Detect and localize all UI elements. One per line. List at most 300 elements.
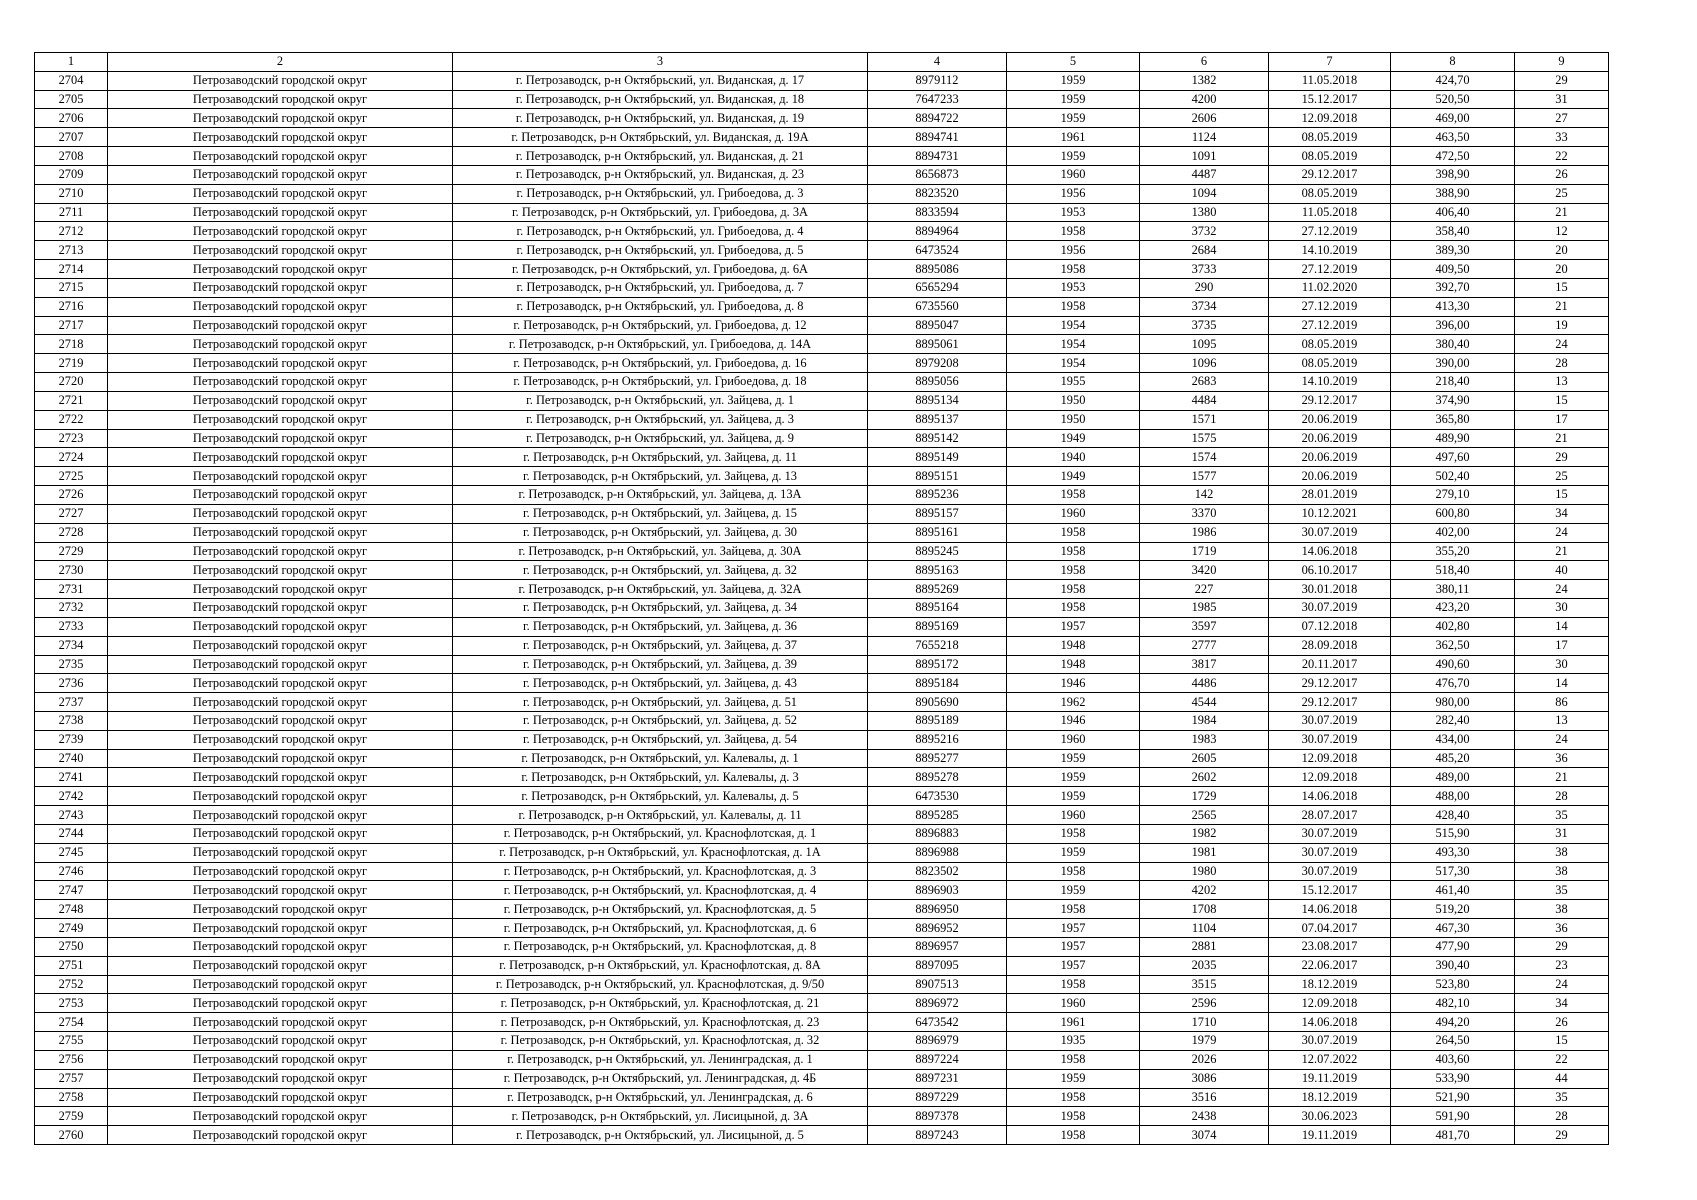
municipality-cell: Петрозаводский городской округ (108, 297, 453, 316)
date-cell: 06.10.2017 (1269, 561, 1391, 580)
document-number-cell: 3074 (1140, 1126, 1269, 1145)
address-cell: г. Петрозаводск, р-н Октябрьский, ул. Краснофлотская, д. 9/50 (453, 975, 868, 994)
year-cell: 1962 (1007, 693, 1140, 712)
year-cell: 1959 (1007, 787, 1140, 806)
row-number-cell: 2752 (35, 975, 108, 994)
municipality-cell: Петрозаводский городской округ (108, 768, 453, 787)
code-cell: 8895216 (868, 730, 1007, 749)
count-cell: 44 (1515, 1069, 1609, 1088)
document-number-cell: 227 (1140, 580, 1269, 599)
code-cell: 6473542 (868, 1013, 1007, 1032)
code-cell: 8896972 (868, 994, 1007, 1013)
column-number-header: 6 (1140, 53, 1269, 72)
row-number-cell: 2747 (35, 881, 108, 900)
address-cell: г. Петрозаводск, р-н Октябрьский, ул. Зайцева, д. 34 (453, 599, 868, 618)
address-cell: г. Петрозаводск, р-н Октябрьский, ул. Зайцева, д. 30А (453, 542, 868, 561)
year-cell: 1958 (1007, 824, 1140, 843)
date-cell: 07.12.2018 (1269, 617, 1391, 636)
municipality-cell: Петрозаводский городской округ (108, 599, 453, 618)
date-cell: 27.12.2019 (1269, 297, 1391, 316)
area-cell: 467,30 (1391, 919, 1515, 938)
count-cell: 14 (1515, 674, 1609, 693)
year-cell: 1958 (1007, 900, 1140, 919)
document-number-cell: 1577 (1140, 467, 1269, 486)
address-cell: г. Петрозаводск, р-н Октябрьский, ул. Виданская, д. 21 (453, 147, 868, 166)
area-cell: 600,80 (1391, 504, 1515, 523)
area-cell: 403,60 (1391, 1050, 1515, 1069)
count-cell: 33 (1515, 128, 1609, 147)
year-cell: 1959 (1007, 749, 1140, 768)
code-cell: 7655218 (868, 636, 1007, 655)
row-number-cell: 2719 (35, 354, 108, 373)
table-row (35, 391, 1609, 410)
row-number-cell: 2704 (35, 71, 108, 90)
municipality-cell: Петрозаводский городской округ (108, 655, 453, 674)
count-cell: 35 (1515, 881, 1609, 900)
count-cell: 22 (1515, 147, 1609, 166)
year-cell: 1959 (1007, 881, 1140, 900)
year-cell: 1954 (1007, 354, 1140, 373)
date-cell: 11.05.2018 (1269, 203, 1391, 222)
area-cell: 485,20 (1391, 749, 1515, 768)
table-row (35, 71, 1609, 90)
document-number-cell: 1575 (1140, 429, 1269, 448)
code-cell: 8833594 (868, 203, 1007, 222)
address-cell: г. Петрозаводск, р-н Октябрьский, ул. Краснофлотская, д. 21 (453, 994, 868, 1013)
address-cell: г. Петрозаводск, р-н Октябрьский, ул. Краснофлотская, д. 8А (453, 956, 868, 975)
municipality-cell: Петрозаводский городской округ (108, 862, 453, 881)
document-number-cell: 2565 (1140, 806, 1269, 825)
row-number-cell: 2705 (35, 90, 108, 109)
table-row (35, 486, 1609, 505)
address-cell: г. Петрозаводск, р-н Октябрьский, ул. Лисицыной, д. 5 (453, 1126, 868, 1145)
date-cell: 29.12.2017 (1269, 693, 1391, 712)
address-cell: г. Петрозаводск, р-н Октябрьский, ул. Зайцева, д. 39 (453, 655, 868, 674)
code-cell: 8895151 (868, 467, 1007, 486)
year-cell: 1957 (1007, 956, 1140, 975)
document-number-cell: 1719 (1140, 542, 1269, 561)
year-cell: 1954 (1007, 335, 1140, 354)
code-cell: 8897229 (868, 1088, 1007, 1107)
municipality-cell: Петрозаводский городской округ (108, 919, 453, 938)
table-row (35, 580, 1609, 599)
municipality-cell: Петрозаводский городской округ (108, 260, 453, 279)
code-cell: 8895236 (868, 486, 1007, 505)
table-row (35, 599, 1609, 618)
table-row (35, 467, 1609, 486)
code-cell: 8897231 (868, 1069, 1007, 1088)
year-cell: 1953 (1007, 278, 1140, 297)
municipality-cell: Петрозаводский городской округ (108, 184, 453, 203)
municipality-cell: Петрозаводский городской округ (108, 448, 453, 467)
table-row (35, 994, 1609, 1013)
area-cell: 409,50 (1391, 260, 1515, 279)
document-number-cell: 1091 (1140, 147, 1269, 166)
table-row (35, 1126, 1609, 1145)
count-cell: 17 (1515, 636, 1609, 655)
code-cell: 6473524 (868, 241, 1007, 260)
area-cell: 497,60 (1391, 448, 1515, 467)
code-cell: 8897224 (868, 1050, 1007, 1069)
count-cell: 24 (1515, 730, 1609, 749)
municipality-cell: Петрозаводский городской округ (108, 486, 453, 505)
code-cell: 8895157 (868, 504, 1007, 523)
area-cell: 591,90 (1391, 1107, 1515, 1126)
date-cell: 15.12.2017 (1269, 90, 1391, 109)
count-cell: 24 (1515, 580, 1609, 599)
code-cell: 8896957 (868, 937, 1007, 956)
municipality-cell: Петрозаводский городской округ (108, 824, 453, 843)
address-cell: г. Петрозаводск, р-н Октябрьский, ул. Калевалы, д. 1 (453, 749, 868, 768)
document-number-cell: 1104 (1140, 919, 1269, 938)
year-cell: 1949 (1007, 467, 1140, 486)
code-cell: 8895184 (868, 674, 1007, 693)
area-cell: 502,40 (1391, 467, 1515, 486)
area-cell: 396,00 (1391, 316, 1515, 335)
row-number-cell: 2754 (35, 1013, 108, 1032)
area-cell: 365,80 (1391, 410, 1515, 429)
area-cell: 264,50 (1391, 1032, 1515, 1051)
row-number-cell: 2728 (35, 523, 108, 542)
document-number-cell: 2035 (1140, 956, 1269, 975)
document-number-cell: 3086 (1140, 1069, 1269, 1088)
address-cell: г. Петрозаводск, р-н Октябрьский, ул. Виданская, д. 17 (453, 71, 868, 90)
count-cell: 34 (1515, 994, 1609, 1013)
table-row (35, 128, 1609, 147)
row-number-cell: 2712 (35, 222, 108, 241)
document-number-cell: 1980 (1140, 862, 1269, 881)
year-cell: 1948 (1007, 636, 1140, 655)
row-number-cell: 2723 (35, 429, 108, 448)
count-cell: 14 (1515, 617, 1609, 636)
municipality-cell: Петрозаводский городской округ (108, 147, 453, 166)
date-cell: 22.06.2017 (1269, 956, 1391, 975)
document-number-cell: 1096 (1140, 354, 1269, 373)
document-number-cell: 1708 (1140, 900, 1269, 919)
code-cell: 8895149 (868, 448, 1007, 467)
row-number-cell: 2757 (35, 1069, 108, 1088)
row-number-cell: 2722 (35, 410, 108, 429)
area-cell: 520,50 (1391, 90, 1515, 109)
code-cell: 8897095 (868, 956, 1007, 975)
year-cell: 1960 (1007, 504, 1140, 523)
table-row (35, 222, 1609, 241)
code-cell: 8895056 (868, 373, 1007, 392)
table-row (35, 937, 1609, 956)
address-cell: г. Петрозаводск, р-н Октябрьский, ул. Грибоедова, д. 14А (453, 335, 868, 354)
address-cell: г. Петрозаводск, р-н Октябрьский, ул. Зайцева, д. 13А (453, 486, 868, 505)
municipality-cell: Петрозаводский городской округ (108, 1013, 453, 1032)
table-row (35, 693, 1609, 712)
row-number-cell: 2743 (35, 806, 108, 825)
document-number-cell: 1710 (1140, 1013, 1269, 1032)
year-cell: 1959 (1007, 1069, 1140, 1088)
count-cell: 24 (1515, 523, 1609, 542)
municipality-cell: Петрозаводский городской округ (108, 241, 453, 260)
year-cell: 1946 (1007, 674, 1140, 693)
row-number-cell: 2748 (35, 900, 108, 919)
count-cell: 26 (1515, 1013, 1609, 1032)
document-number-cell: 2438 (1140, 1107, 1269, 1126)
row-number-cell: 2741 (35, 768, 108, 787)
table-row (35, 147, 1609, 166)
address-cell: г. Петрозаводск, р-н Октябрьский, ул. Грибоедова, д. 3А (453, 203, 868, 222)
municipality-cell: Петрозаводский городской округ (108, 1126, 453, 1145)
document-number-cell: 1571 (1140, 410, 1269, 429)
count-cell: 35 (1515, 806, 1609, 825)
code-cell: 8895086 (868, 260, 1007, 279)
count-cell: 38 (1515, 862, 1609, 881)
year-cell: 1958 (1007, 297, 1140, 316)
document-number-cell: 4544 (1140, 693, 1269, 712)
year-cell: 1950 (1007, 391, 1140, 410)
row-number-cell: 2721 (35, 391, 108, 410)
code-cell: 6735560 (868, 297, 1007, 316)
column-number-header: 4 (868, 53, 1007, 72)
column-number-header: 7 (1269, 53, 1391, 72)
date-cell: 10.12.2021 (1269, 504, 1391, 523)
table-row (35, 241, 1609, 260)
count-cell: 31 (1515, 824, 1609, 843)
code-cell: 8895142 (868, 429, 1007, 448)
count-cell: 13 (1515, 711, 1609, 730)
address-cell: г. Петрозаводск, р-н Октябрьский, ул. Зайцева, д. 32А (453, 580, 868, 599)
code-cell: 6473530 (868, 787, 1007, 806)
count-cell: 15 (1515, 391, 1609, 410)
document-number-cell: 4202 (1140, 881, 1269, 900)
area-cell: 533,90 (1391, 1069, 1515, 1088)
table-row (35, 655, 1609, 674)
document-number-cell: 1984 (1140, 711, 1269, 730)
row-number-cell: 2718 (35, 335, 108, 354)
document-number-cell: 3370 (1140, 504, 1269, 523)
area-cell: 518,40 (1391, 561, 1515, 580)
count-cell: 28 (1515, 787, 1609, 806)
code-cell: 8895137 (868, 410, 1007, 429)
table-row (35, 617, 1609, 636)
area-cell: 428,40 (1391, 806, 1515, 825)
year-cell: 1960 (1007, 165, 1140, 184)
count-cell: 35 (1515, 1088, 1609, 1107)
count-cell: 20 (1515, 260, 1609, 279)
address-cell: г. Петрозаводск, р-н Октябрьский, ул. Грибоедова, д. 6А (453, 260, 868, 279)
year-cell: 1955 (1007, 373, 1140, 392)
document-number-cell: 290 (1140, 278, 1269, 297)
document-number-cell: 2777 (1140, 636, 1269, 655)
row-number-cell: 2759 (35, 1107, 108, 1126)
area-cell: 477,90 (1391, 937, 1515, 956)
year-cell: 1958 (1007, 561, 1140, 580)
count-cell: 28 (1515, 1107, 1609, 1126)
area-cell: 463,50 (1391, 128, 1515, 147)
table-row (35, 354, 1609, 373)
date-cell: 07.04.2017 (1269, 919, 1391, 938)
table-row (35, 109, 1609, 128)
table-row (35, 749, 1609, 768)
document-number-cell: 4484 (1140, 391, 1269, 410)
address-cell: г. Петрозаводск, р-н Октябрьский, ул. Ленинградская, д. 4Б (453, 1069, 868, 1088)
code-cell: 8894964 (868, 222, 1007, 241)
table-row (35, 768, 1609, 787)
address-cell: г. Петрозаводск, р-н Октябрьский, ул. Зайцева, д. 3 (453, 410, 868, 429)
row-number-cell: 2716 (35, 297, 108, 316)
date-cell: 08.05.2019 (1269, 354, 1391, 373)
code-cell: 8905690 (868, 693, 1007, 712)
date-cell: 08.05.2019 (1269, 147, 1391, 166)
area-cell: 355,20 (1391, 542, 1515, 561)
document-number-cell: 1382 (1140, 71, 1269, 90)
area-cell: 282,40 (1391, 711, 1515, 730)
area-cell: 380,11 (1391, 580, 1515, 599)
year-cell: 1954 (1007, 316, 1140, 335)
document-number-cell: 2606 (1140, 109, 1269, 128)
column-number-header: 5 (1007, 53, 1140, 72)
address-cell: г. Петрозаводск, р-н Октябрьский, ул. Зайцева, д. 43 (453, 674, 868, 693)
address-cell: г. Петрозаводск, р-н Октябрьский, ул. Зайцева, д. 30 (453, 523, 868, 542)
date-cell: 08.05.2019 (1269, 335, 1391, 354)
area-cell: 390,40 (1391, 956, 1515, 975)
count-cell: 36 (1515, 749, 1609, 768)
document-number-cell: 4486 (1140, 674, 1269, 693)
code-cell: 8895269 (868, 580, 1007, 599)
document-number-cell: 1574 (1140, 448, 1269, 467)
count-cell: 30 (1515, 655, 1609, 674)
address-cell: г. Петрозаводск, р-н Октябрьский, ул. Виданская, д. 19 (453, 109, 868, 128)
municipality-cell: Петрозаводский городской округ (108, 617, 453, 636)
row-number-cell: 2753 (35, 994, 108, 1013)
area-cell: 472,50 (1391, 147, 1515, 166)
municipality-cell: Петрозаводский городской округ (108, 561, 453, 580)
count-cell: 21 (1515, 297, 1609, 316)
row-number-cell: 2707 (35, 128, 108, 147)
document-number-cell: 1124 (1140, 128, 1269, 147)
row-number-cell: 2749 (35, 919, 108, 938)
count-cell: 21 (1515, 203, 1609, 222)
area-cell: 489,00 (1391, 768, 1515, 787)
document-number-cell: 2684 (1140, 241, 1269, 260)
code-cell: 8896952 (868, 919, 1007, 938)
code-cell: 8896988 (868, 843, 1007, 862)
date-cell: 29.12.2017 (1269, 165, 1391, 184)
row-number-cell: 2720 (35, 373, 108, 392)
municipality-cell: Петрозаводский городской округ (108, 165, 453, 184)
area-cell: 523,80 (1391, 975, 1515, 994)
area-cell: 423,20 (1391, 599, 1515, 618)
address-cell: г. Петрозаводск, р-н Октябрьский, ул. Виданская, д. 23 (453, 165, 868, 184)
row-number-cell: 2755 (35, 1032, 108, 1051)
year-cell: 1948 (1007, 655, 1140, 674)
document-number-cell: 1981 (1140, 843, 1269, 862)
row-number-cell: 2727 (35, 504, 108, 523)
count-cell: 12 (1515, 222, 1609, 241)
municipality-cell: Петрозаводский городской округ (108, 429, 453, 448)
area-cell: 406,40 (1391, 203, 1515, 222)
count-cell: 40 (1515, 561, 1609, 580)
column-number-header: 1 (35, 53, 108, 72)
document-number-cell: 1094 (1140, 184, 1269, 203)
row-number-cell: 2726 (35, 486, 108, 505)
code-cell: 8895172 (868, 655, 1007, 674)
date-cell: 29.12.2017 (1269, 674, 1391, 693)
table-body (35, 71, 1609, 1144)
code-cell: 7647233 (868, 90, 1007, 109)
date-cell: 27.12.2019 (1269, 222, 1391, 241)
code-cell: 8895164 (868, 599, 1007, 618)
document-number-cell: 1095 (1140, 335, 1269, 354)
address-cell: г. Петрозаводск, р-н Октябрьский, ул. Краснофлотская, д. 32 (453, 1032, 868, 1051)
date-cell: 20.11.2017 (1269, 655, 1391, 674)
document-number-cell: 142 (1140, 486, 1269, 505)
table-row (35, 806, 1609, 825)
code-cell: 8894722 (868, 109, 1007, 128)
table-row (35, 881, 1609, 900)
code-cell: 8979112 (868, 71, 1007, 90)
address-cell: г. Петрозаводск, р-н Октябрьский, ул. Виданская, д. 19А (453, 128, 868, 147)
date-cell: 29.12.2017 (1269, 391, 1391, 410)
code-cell: 8896883 (868, 824, 1007, 843)
address-cell: г. Петрозаводск, р-н Октябрьский, ул. Грибоедова, д. 7 (453, 278, 868, 297)
municipality-cell: Петрозаводский городской округ (108, 749, 453, 768)
date-cell: 30.07.2019 (1269, 730, 1391, 749)
year-cell: 1958 (1007, 862, 1140, 881)
area-cell: 362,50 (1391, 636, 1515, 655)
year-cell: 1958 (1007, 580, 1140, 599)
date-cell: 28.09.2018 (1269, 636, 1391, 655)
table-row (35, 561, 1609, 580)
municipality-cell: Петрозаводский городской округ (108, 580, 453, 599)
row-number-cell: 2710 (35, 184, 108, 203)
code-cell: 6565294 (868, 278, 1007, 297)
count-cell: 21 (1515, 429, 1609, 448)
date-cell: 14.10.2019 (1269, 241, 1391, 260)
table-row (35, 824, 1609, 843)
code-cell: 8823520 (868, 184, 1007, 203)
date-cell: 30.07.2019 (1269, 523, 1391, 542)
year-cell: 1949 (1007, 429, 1140, 448)
document-number-cell: 2026 (1140, 1050, 1269, 1069)
address-cell: г. Петрозаводск, р-н Октябрьский, ул. Лисицыной, д. 3А (453, 1107, 868, 1126)
year-cell: 1961 (1007, 128, 1140, 147)
municipality-cell: Петрозаводский городской округ (108, 542, 453, 561)
table-row (35, 90, 1609, 109)
municipality-cell: Петрозаводский городской округ (108, 1069, 453, 1088)
municipality-cell: Петрозаводский городской округ (108, 523, 453, 542)
address-cell: г. Петрозаводск, р-н Октябрьский, ул. Ленинградская, д. 1 (453, 1050, 868, 1069)
area-cell: 515,90 (1391, 824, 1515, 843)
code-cell: 8894741 (868, 128, 1007, 147)
document-number-cell: 3732 (1140, 222, 1269, 241)
table-row (35, 335, 1609, 354)
year-cell: 1959 (1007, 71, 1140, 90)
count-cell: 24 (1515, 975, 1609, 994)
row-number-cell: 2732 (35, 599, 108, 618)
column-number-header: 9 (1515, 53, 1609, 72)
code-cell: 8823502 (868, 862, 1007, 881)
address-cell: г. Петрозаводск, р-н Октябрьский, ул. Грибоедова, д. 16 (453, 354, 868, 373)
year-cell: 1958 (1007, 222, 1140, 241)
count-cell: 17 (1515, 410, 1609, 429)
address-cell: г. Петрозаводск, р-н Октябрьский, ул. Грибоедова, д. 3 (453, 184, 868, 203)
count-cell: 36 (1515, 919, 1609, 938)
area-cell: 469,00 (1391, 109, 1515, 128)
year-cell: 1956 (1007, 241, 1140, 260)
row-number-cell: 2756 (35, 1050, 108, 1069)
address-cell: г. Петрозаводск, р-н Октябрьский, ул. Виданская, д. 18 (453, 90, 868, 109)
code-cell: 8895278 (868, 768, 1007, 787)
row-number-cell: 2751 (35, 956, 108, 975)
code-cell: 8895163 (868, 561, 1007, 580)
area-cell: 489,90 (1391, 429, 1515, 448)
